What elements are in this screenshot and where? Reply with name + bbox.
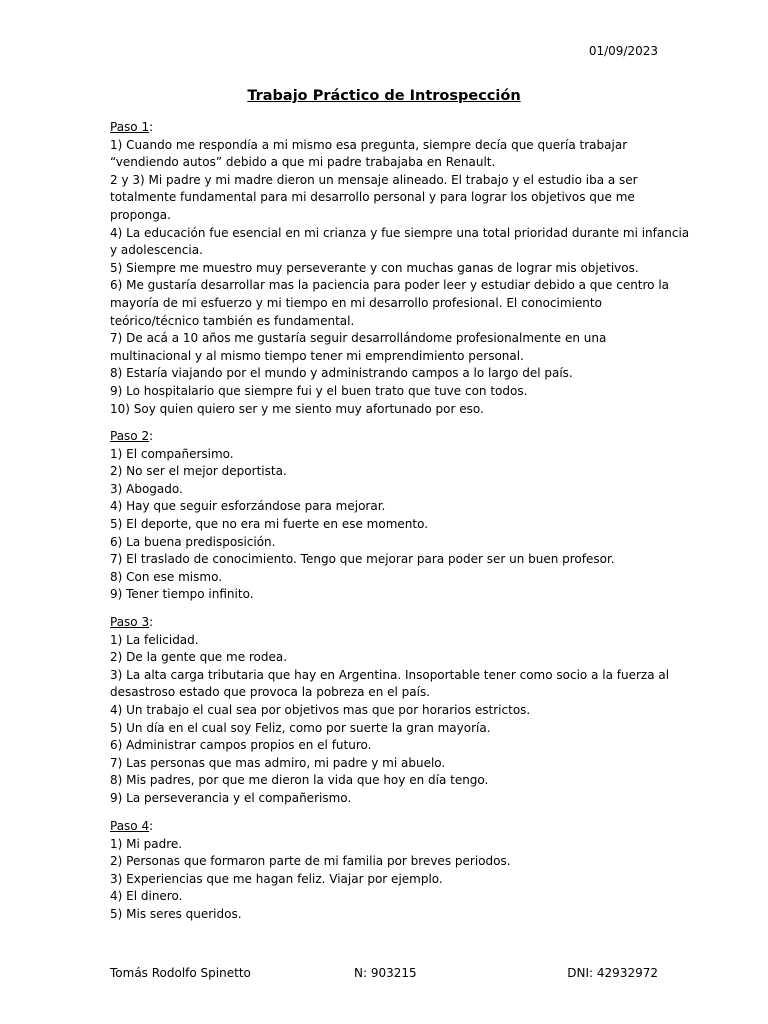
section-line: 1) El compañersimo. (110, 446, 234, 461)
section-line: 1) La felicidad. (110, 632, 199, 647)
section-line: 4) Un trabajo el cual sea por objetivos mas que por horarios estrictos. (110, 703, 531, 717)
section-line: 9) Tener tiempo infinito. (110, 587, 254, 602)
section-line: 2 y 3) Mi padre y mi madre dieron un mensaje alineado. El trabajo y el estudio iba a ser (110, 172, 638, 187)
section-line: 4) El dinero. (110, 889, 183, 904)
section-line: 2) Personas que formaron parte de mi familia por breves periodos. (110, 854, 511, 869)
section-line: 6) Administrar campos propios en el futuro. (110, 738, 372, 753)
section-line: 5) Siempre me muestro muy perseverante y con muchas ganas de lograr mis objetivos. (110, 260, 639, 275)
section-line: 8) Mis padres, por que me dieron la vida que hoy en día tengo. (110, 773, 489, 788)
section-line: 7) El traslado de conocimiento. Tengo que mejorar para poder ser un buen profesor. (110, 552, 615, 567)
section-line: 7) Las personas que mas admiro, mi padre y mi abuelo. (110, 755, 446, 770)
footer-dni: DNI: 42932972 (567, 966, 658, 980)
section-line: totalmente fundamental para mi desarrollo personal y para lograr los objetivos que me (110, 190, 635, 205)
section-line: 8) Con ese mismo. (110, 569, 223, 584)
footer-name: Tomás Rodolfo Spinetto (110, 966, 251, 980)
section-line: 1) Mi padre. (110, 836, 183, 851)
section-line: 6) Me gustaría desarrollar mas la paciencia para poder leer y estudiar debido a que centro la (110, 278, 670, 293)
section-line: 2) De la gente que me rodea. (110, 650, 288, 665)
section-line: 7) De acá a 10 años me gustaría seguir desarrollándome profesionalmente en una (110, 331, 607, 346)
section-heading-label: Paso 1 (110, 120, 150, 134)
section-line: multinacional y al mismo tiempo tener mi emprendimiento personal. (110, 348, 524, 363)
section-heading-label: Paso 4 (110, 819, 150, 833)
section-line: teórico/técnico también es fundamental. (110, 313, 355, 328)
section-line: mayoría de mi esfuerzo y mi tiempo en mi desarrollo profesional. El conocimiento (110, 296, 602, 310)
section-line: 10) Soy quien quiero ser y me siento muy afortunado por eso. (110, 401, 484, 416)
section-line: proponga. (110, 208, 171, 222)
section-line: 3) La alta carga tributaria que hay en Argentina. Insoportable tener como socio a la fuerza al (110, 667, 670, 682)
section-line: 2) No ser el mejor deportista. (110, 464, 287, 479)
section-heading-label: Paso 3 (110, 615, 150, 629)
section-line: “vendiendo autos” debido a que mi padre trabajaba en Renault. (110, 155, 496, 170)
section-line: 3) Experiencias que me hagan feliz. Viajar por ejemplo. (110, 871, 443, 886)
section-line: 4) La educación fue esencial en mi crianza y fue siempre una total prioridad durante mi infancia (110, 225, 690, 240)
section-line: 5) El deporte, que no era mi fuerte en ese momento. (110, 517, 429, 531)
section-line: 9) Lo hospitalario que siempre fui y el buen trato que tuve con todos. (110, 384, 528, 398)
section-line: desastroso estado que provoca la pobreza en el país. (110, 685, 431, 700)
section-line: 8) Estaría viajando por el mundo y administrando campos a lo largo del país. (110, 366, 573, 381)
section-heading: Paso 2: (110, 429, 154, 443)
footer-number: N: 903215 (354, 966, 417, 980)
section-line: 1) Cuando me respondía a mi mismo esa pregunta, siempre decía que quería trabajar (110, 137, 628, 152)
section-line: 9) La perseverancia y el compañerismo. (110, 791, 352, 805)
section-line: 6) La buena predisposición. (110, 534, 276, 549)
section-line: 5) Mis seres queridos. (110, 907, 242, 921)
document-date: 01/09/2023 (588, 44, 658, 58)
document-title: Trabajo Práctico de Introspección (247, 88, 521, 104)
section-line: 3) Abogado. (110, 481, 183, 496)
section-line: 5) Un día en el cual soy Feliz, como por suerte la gran mayoría. (110, 720, 491, 735)
section-heading: Paso 3: (110, 615, 154, 629)
section-heading-label: Paso 2 (110, 429, 150, 443)
section-heading: Paso 4: (110, 819, 154, 833)
section-line: y adolescencia. (110, 243, 203, 258)
section-heading: Paso 1: (110, 120, 154, 134)
section-line: 4) Hay que seguir esforzándose para mejorar. (110, 499, 386, 514)
